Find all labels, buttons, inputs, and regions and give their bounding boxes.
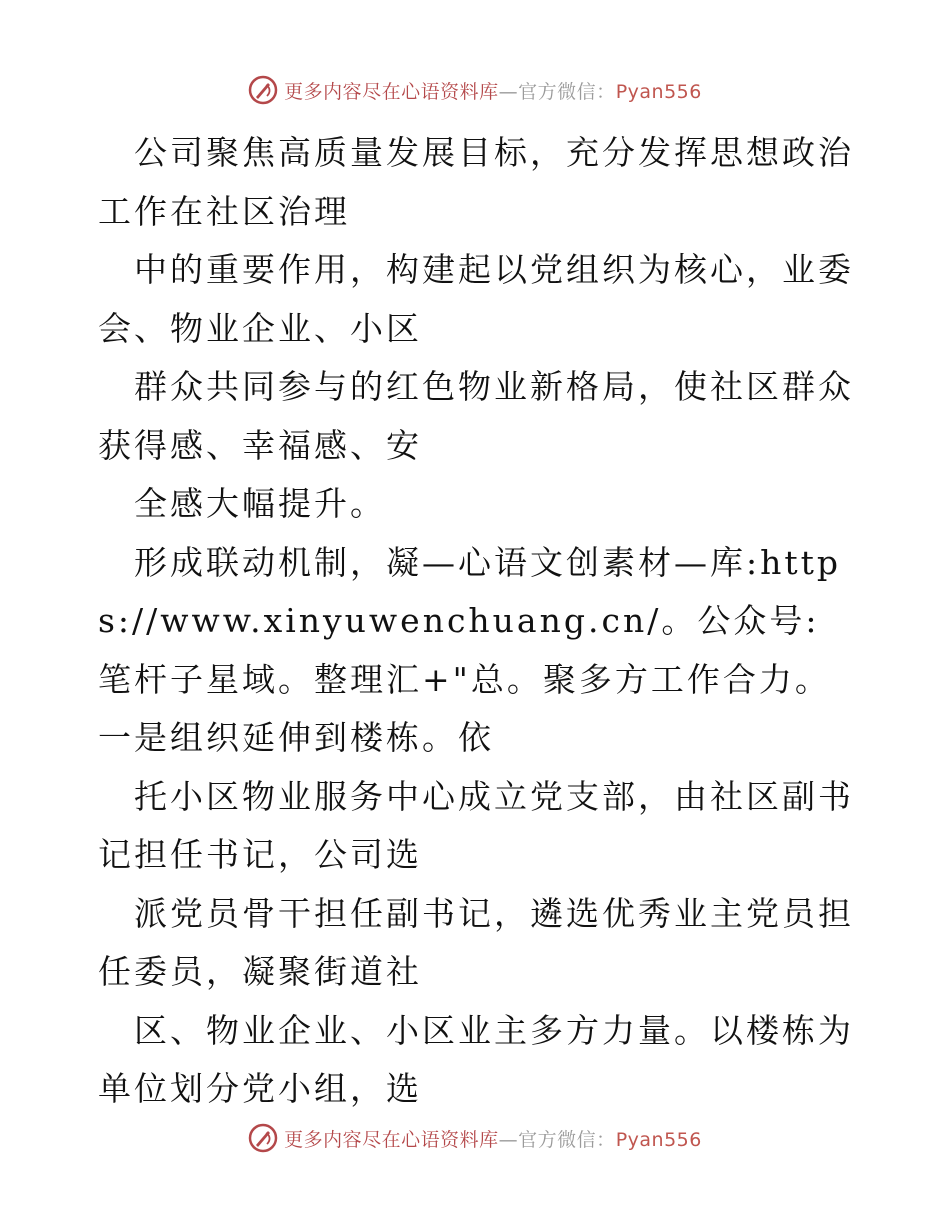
paragraph-7 <box>98 885 858 1002</box>
footer-watermark-banner <box>0 1118 950 1158</box>
paragraph-line: 作在社区治理 <box>134 191 350 231</box>
brand-text: 更多内容尽在心语资料库 <box>284 80 499 103</box>
paragraph-line: https://www.xinyuwenchuang.cn/。公众号: 笔杆子星域。整理汇+"总。聚多方工作合力。一是组织延伸到楼栋。依 <box>98 542 842 757</box>
paragraph-5 <box>98 534 858 768</box>
paragraph-4 <box>98 475 858 534</box>
paragraph-line: 形成联动机制，凝—心语文创素材—库: <box>134 542 761 582</box>
paragraph-8 <box>98 1002 858 1119</box>
paragraph-2 <box>98 241 858 358</box>
paragraph-line: 委员，凝聚街道社 <box>134 952 422 991</box>
wechat-label: 官方微信： <box>518 80 616 103</box>
header-watermark-banner <box>0 70 950 110</box>
paragraph-line: 全感大幅提升。 <box>134 484 386 523</box>
feather-pen-circle-icon <box>248 75 278 105</box>
document-body <box>98 124 858 1119</box>
brand-text: 更多内容尽在心语资料库 <box>284 1128 499 1151</box>
watermark-text <box>284 77 702 104</box>
separator-text: — <box>498 80 519 103</box>
wechat-label: 官方微信： <box>518 1128 616 1151</box>
paragraph-line: 公司聚焦高质量发展目标，充分发挥思想政治工 <box>98 133 854 231</box>
paragraph-line: 会、物业企业、小区 <box>98 308 422 348</box>
paragraph-3 <box>98 358 858 475</box>
paragraph-line: 位划分党小组，选 <box>134 1069 422 1108</box>
feather-pen-circle-icon <box>248 1123 278 1153</box>
separator-text: — <box>498 1128 519 1151</box>
paragraph-line: 派党员骨干担任副书记，遴选优秀业主党员担任 <box>98 893 854 991</box>
paragraph-line: 区、物业企业、小区业主多方力量。以楼栋为单 <box>98 1010 854 1108</box>
paragraph-line: 中的重要作用，构建起以党组织为核心，业委 <box>134 250 854 289</box>
paragraph-line: 得感、幸福感、安 <box>134 425 422 465</box>
watermark-text <box>284 1125 702 1152</box>
wechat-id: Pyan556 <box>615 80 702 103</box>
wechat-id: Pyan556 <box>615 1128 702 1151</box>
paragraph-line: 担任书记，公司选 <box>134 835 422 874</box>
paragraph-line: 群众共同参与的红色物业新格局，使社区群众获 <box>98 367 854 465</box>
paragraph-1 <box>98 124 858 241</box>
paragraph-6 <box>98 768 858 885</box>
paragraph-line: 托小区物业服务中心成立党支部，由社区副书记 <box>98 776 854 874</box>
